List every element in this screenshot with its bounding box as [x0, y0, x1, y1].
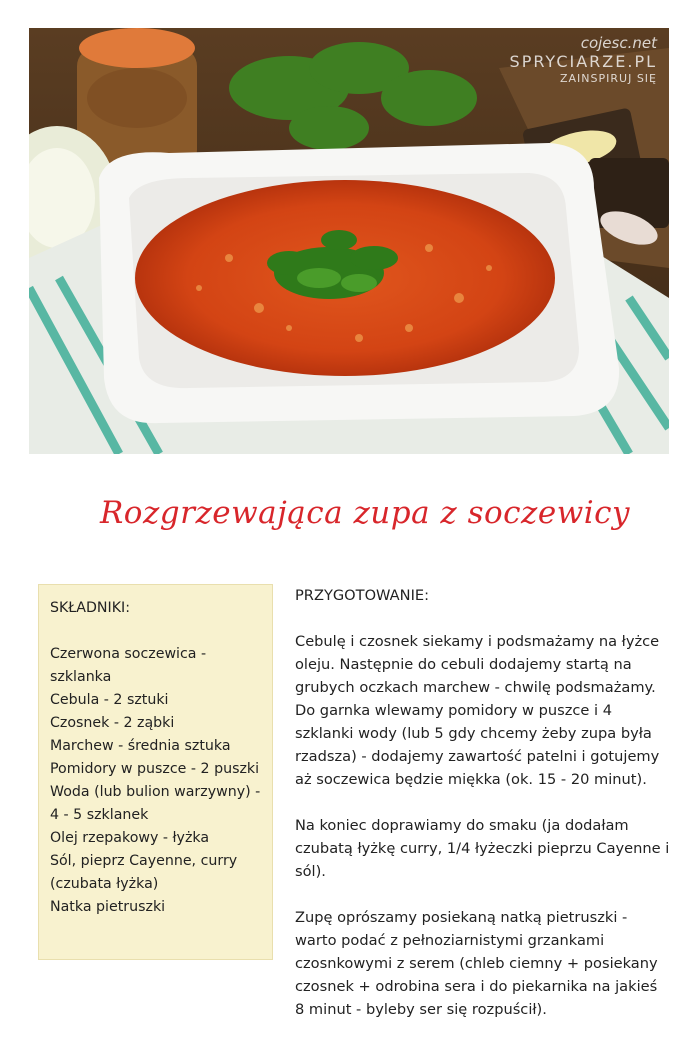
ingredient-item: Czosnek - 2 ząbki	[50, 715, 175, 731]
ingredient-item: Cebula - 2 sztuki	[50, 692, 169, 708]
watermark-brand: SPRYCIARZE.PL	[509, 52, 657, 71]
ingredient-item: Woda (lub bulion warzywny) - 4 - 5 szklanek	[50, 784, 261, 823]
watermark	[510, 34, 657, 86]
preparation-paragraph: Zupę oprószamy posiekaną natką pietruszki - warto podać z pełnoziarnistymi grzankami czosnkowymi z serem (chleb ciemny + posiekany czosnek + odrobina sera i do piekarnika na jakieś 8 minut - byleby ser się rozpuścił).	[295, 909, 658, 1018]
soup-photo	[29, 28, 669, 454]
ingredient-item: Sól, pieprz Cayenne, curry (czubata łyżka)	[50, 853, 238, 892]
ingredients-heading: SKŁADNIKI:	[50, 600, 130, 616]
ingredient-item: Pomidory w puszce - 2 puszki	[50, 761, 260, 777]
watermark-site: cojesc.net	[580, 34, 657, 52]
preparation-paragraph: Cebulę i czosnek siekamy i podsmażamy na łyżce oleju. Następnie do cebuli dodajemy startą na grubych oczkach marchew - chwilę podsmażamy. Do garnka wlewamy pomidory w puszce i 4 szklanki wody (lub 5 gdy chcemy żeby zupa była rzadsza) - dodajemy zawartość patelni i gotujemy aż soczewica będzie miękka (ok. 15 - 20 minut).	[295, 633, 660, 788]
watermark-tagline: ZAINSPIRUJ SIĘ	[559, 72, 657, 85]
preparation-heading: PRZYGOTOWANIE:	[295, 587, 430, 604]
soup-photo-illustration	[29, 28, 669, 454]
ingredient-item: Natka pietruszki	[50, 899, 166, 915]
preparation-paragraph: Na koniec doprawiamy do smaku (ja dodałam czubatą łyżkę curry, 1/4 łyżeczki pieprzu Cayenne i sól).	[295, 817, 670, 880]
ingredient-item: Olej rzepakowy - łyżka	[50, 830, 210, 846]
recipe-title: Rozgrzewająca zupa z soczewicy	[99, 495, 631, 531]
ingredients-box	[38, 584, 273, 960]
ingredient-item: Marchew - średnia sztuka	[50, 738, 231, 754]
preparation-section	[295, 584, 670, 1044]
ingredient-item: Czerwona soczewica - szklanka	[50, 646, 207, 685]
